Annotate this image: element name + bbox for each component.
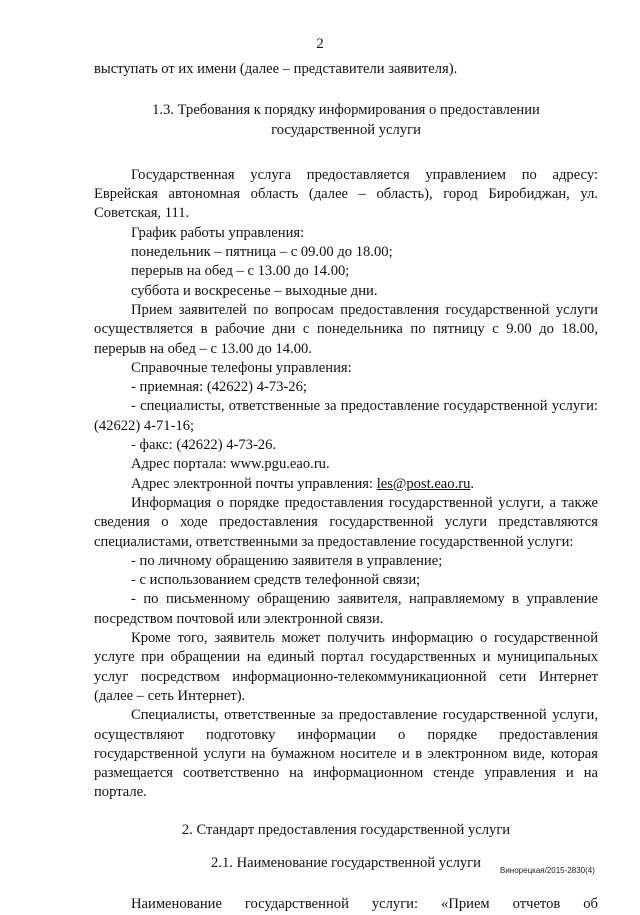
email-address-line	[131, 475, 598, 494]
section-1-3-title-line2: государственной услуги	[271, 121, 421, 138]
intro-line: выступать от их имени (далее – представители заявителя).	[94, 61, 458, 77]
section-1-3-title-line1: 1.3. Требования к порядку информирования о предоставлении	[152, 102, 540, 119]
schedule-title: График работы управления:	[131, 224, 305, 241]
email-label: Адрес электронной почты управления:	[131, 475, 377, 492]
section-2-1-title: 2.1. Наименование государственной услуги	[211, 854, 481, 871]
document-code: Винорецкая/2015-2830(4)	[500, 866, 595, 875]
phone-reception: - приемная: (42622) 4-73-26;	[131, 379, 307, 396]
phone-fax: - факс: (42622) 4-73-26.	[131, 437, 277, 454]
service-name-word: отчетов	[512, 896, 561, 913]
email-suffix: .	[470, 475, 475, 492]
email-link[interactable]: les@post.eao.ru	[376, 475, 471, 492]
service-name-word: услуги:	[371, 896, 419, 913]
schedule-lunch: перерыв на обед – с 13.00 до 14.00;	[131, 263, 350, 280]
section-2-title: 2. Стандарт предоставления государственной услуги	[181, 821, 511, 838]
specialists-paragraph: Специалисты, ответственные за предоставление государственной услуги, осуществляют подготовку информации о порядке предоставления государственной услуги на бумажном носителе и в электронном виде, которая размещается соответственно на информационном стенде управления и на портале.	[94, 707, 598, 801]
schedule-weekdays: понедельник – пятница – с 09.00 до 18.00;	[131, 244, 393, 261]
phones-title: Справочные телефоны управления:	[131, 359, 352, 376]
service-name-word: государственной	[244, 896, 349, 913]
address-paragraph: Государственная услуга предоставляется управлением по адресу: Еврейская автономная область (далее – область), город Биробиджан, ул. Советская, 111.	[94, 166, 598, 222]
portal-address: Адрес портала: www.pgu.eao.ru.	[131, 456, 330, 473]
document-body	[94, 60, 598, 915]
info-method-written: - по письменному обращению заявителя, направляемому в управление посредством почтовой или электронной связи.	[94, 591, 598, 627]
service-name-word: Наименование	[131, 896, 222, 913]
reception-paragraph: Прием заявителей по вопросам предоставления государственной услуги осуществляется в рабочие дни с понедельника по пятницу с 9.00 до 18.00, перерыв на обед – с 13.00 до 14.00.	[94, 301, 598, 357]
service-name-word: «Прием	[441, 896, 490, 913]
service-name-word: об	[583, 896, 598, 913]
phone-specialists: - специалисты, ответственные за предоставление государственной услуги: (42622) 4-71-16;	[94, 398, 598, 434]
info-paragraph: Информация о порядке предоставления государственной услуги, а также сведения о ходе предоставления государственной услуги представляются специалистами, ответственными за предоставление государственной услуги:	[94, 494, 598, 550]
info-method-phone: - с использованием средств телефонной связи;	[131, 572, 421, 589]
portal-paragraph: Кроме того, заявитель может получить информацию о государственной услуге при обращении на единый портал государственных и муниципальных услуг посредством информационно-телекоммуникационной сети Интернет (далее – сеть Интернет).	[94, 630, 598, 704]
page-number: 2	[316, 36, 324, 52]
info-method-personal: - по личному обращению заявителя в управление;	[131, 552, 443, 569]
schedule-weekend: суббота и воскресенье – выходные дни.	[131, 282, 378, 299]
